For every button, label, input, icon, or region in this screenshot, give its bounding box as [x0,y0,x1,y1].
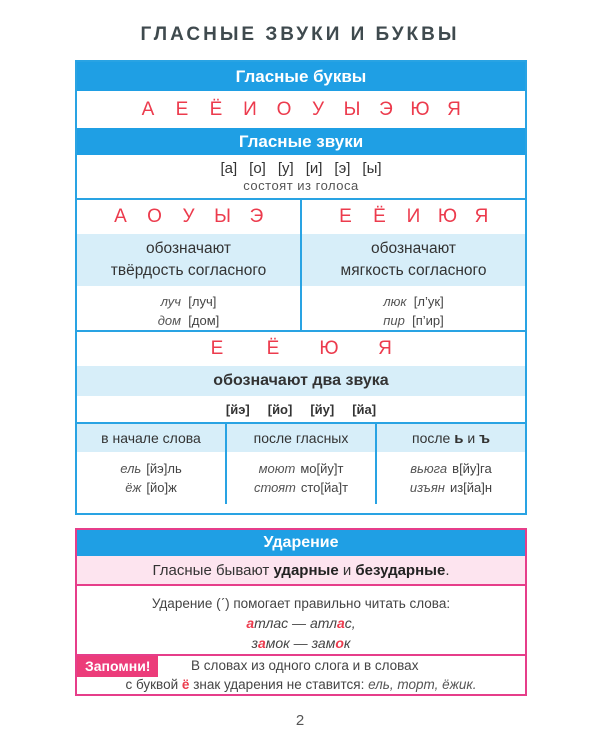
position-after-signs-examples [375,452,525,504]
hard-letter: Ы [214,206,231,227]
soft-desc-line2: мягкость согласного [340,262,487,279]
example-word: ёж [125,480,142,495]
positions-row [77,422,525,452]
soft-examples [302,286,525,330]
stress-types-end: . [445,562,450,579]
stress-header: Ударение [77,530,525,556]
example-word: ель [120,461,142,476]
soft-desc-line1: обозначают [371,240,456,257]
example-word: луч [160,294,182,309]
example-word: моют [258,461,296,476]
position-after-vowels: после гласных [225,424,375,452]
position-after-vowels-examples [225,452,375,504]
vowel-letter: Э [379,99,393,120]
example-transcription: [дом] [188,313,220,328]
hard-description [77,234,300,286]
stress-example-zamok [77,633,525,653]
soft-letter: Я [474,206,489,227]
example-transcription: [п’ир] [412,313,444,328]
remember-line2-prefix: с буквой [125,677,179,692]
sound-pair: [йу] [310,401,335,417]
vowel-sounds-note: состоят из голоса [243,178,359,193]
vowel-sound: [э] [334,160,351,177]
vowel-sound: [и] [305,160,323,177]
two-sounds-header: обозначают два звука [77,366,525,396]
example-text: к [343,635,351,651]
hard-sign: ъ [479,430,490,447]
hard-letter: Э [249,206,264,227]
example-text: с, [344,615,356,631]
position-start-examples [77,452,225,504]
vowel-letter: А [141,99,155,120]
example-transcription: из[йа]н [449,480,493,495]
remember-line2-middle: знак ударения не ставится: [193,677,365,692]
stress-types-prefix: Гласные бывают [152,562,270,579]
example-word: дом [157,313,182,328]
soft-description [302,234,525,286]
position-examples-row [77,452,525,504]
example-transcription: [йэ]ль [146,461,182,476]
vowel-letter: У [311,99,325,120]
vowel-letter: И [243,99,257,120]
vowel-sound: [а] [220,160,238,177]
two-sound-letters [77,332,525,366]
two-sound-letter: Я [378,338,392,359]
stress-example-atlas [77,613,525,633]
position-and: и [467,430,476,446]
vowel-sounds-row [77,155,525,177]
two-sound-letter: Ю [319,338,339,359]
vowel-letter: Ё [209,99,223,120]
example-transcription: [луч] [188,294,217,309]
soft-letter: Ю [437,206,458,227]
vowel-sounds-block [77,155,525,200]
stress-types [77,556,525,586]
stressed-vowel: а [246,615,255,631]
remember-badge: Запомни! [77,656,158,677]
vowel-sounds-header: Гласные звуки [77,128,525,155]
vowel-sound: [о] [249,160,266,177]
position-prefix: после [412,430,451,446]
hard-soft-split [77,200,525,332]
stress-types-and: и [342,562,352,579]
vowel-sound: [ы] [362,160,382,177]
vowel-letter: О [276,99,292,120]
hard-letter: У [182,206,195,227]
remember-line2 [77,677,525,692]
hard-desc-line2: твёрдость согласного [110,262,267,279]
stress-stressed: ударные [273,562,339,579]
vowel-letter: Ы [343,99,361,120]
example-transcription: [йо]ж [146,480,177,495]
example-word: стоят [253,480,296,495]
vowel-letter: Ю [410,99,430,120]
example-word: вьюга [410,461,448,476]
remember-line1: В словах из одного слога и в словах [191,658,419,673]
sound-pair: [йэ] [225,401,250,417]
stress-card [75,528,527,696]
yo-letter: ё [181,677,190,692]
remember-box [77,654,525,694]
example-word: люк [383,294,407,309]
soft-column [300,200,525,330]
example-transcription: в[йу]га [452,461,492,476]
page-number: 2 [295,712,305,729]
example-transcription: [л’ук] [413,294,444,309]
example-word: изъян [409,480,445,495]
two-sound-letter: Е [210,338,224,359]
stress-unstressed: безударные [355,562,446,579]
soft-letter: Е [339,206,352,227]
example-transcription: мо[йу]т [300,461,344,476]
vowel-letters-row [77,91,525,128]
position-start: в начале слова [101,430,201,446]
hard-examples [77,286,300,330]
soft-letter: Ё [373,206,386,227]
vowel-letter: Е [175,99,189,120]
page-title: ГЛАСНЫЕ ЗВУКИ И БУКВЫ [140,24,460,45]
stressed-vowel: а [336,615,345,631]
example-text: тлас — атл [254,615,337,631]
example-text: з [251,635,258,651]
remember-examples: ель, торт, ёжик. [368,677,477,692]
vowel-letter: Я [447,99,461,120]
hard-letter: О [147,206,162,227]
position-after-signs [375,424,525,452]
vowel-letters-header: Гласные буквы [77,62,525,91]
soft-sign: ь [454,430,464,447]
example-transcription: сто[йа]т [300,480,349,495]
soft-letters [302,200,525,234]
sound-pairs-row [77,396,525,422]
hard-letters [77,200,300,234]
stress-rule: Ударение (ˊ) помогает правильно читать слова: [151,596,451,611]
stressed-vowel: а [258,635,266,651]
hard-desc-line1: обозначают [146,240,231,257]
soft-letter: И [406,206,421,227]
hard-column [77,200,300,330]
example-text: мок — зам [265,635,336,651]
sound-pair: [йа] [352,401,377,417]
vowel-sound: [у] [277,160,294,177]
vowels-card [75,60,527,515]
two-sound-letter: Ё [266,338,280,359]
example-word: пир [383,313,405,328]
stressed-vowel: о [335,635,344,651]
hard-letter: А [114,206,127,227]
sound-pair: [йо] [267,401,293,417]
